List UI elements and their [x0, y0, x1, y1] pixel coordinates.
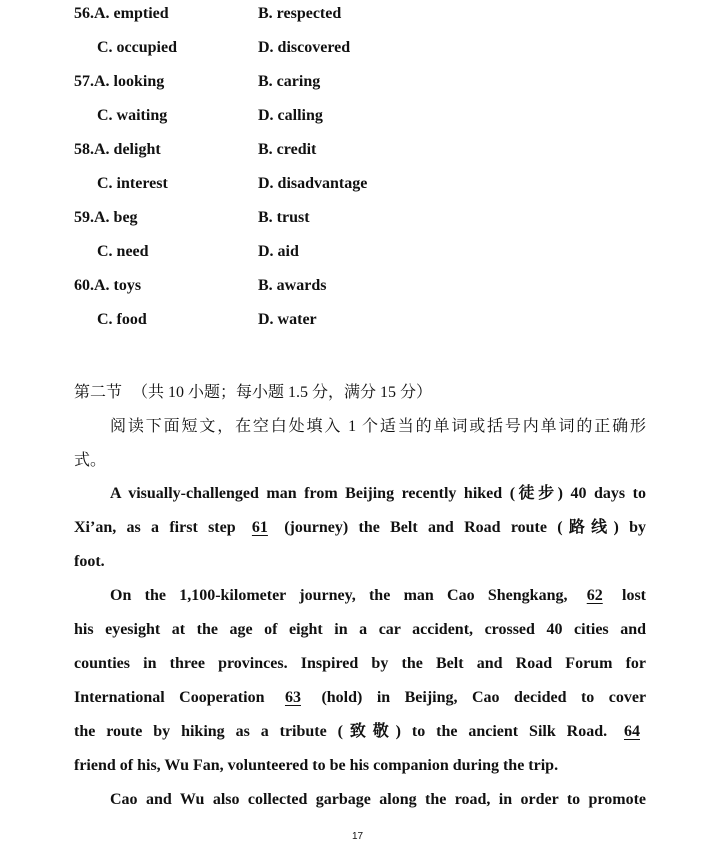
blank-62: 62 [586, 587, 603, 604]
option-57-d: D. calling [258, 107, 323, 124]
option-58-b: B. credit [258, 141, 317, 158]
option-56-a: 56.A. emptied [74, 5, 169, 22]
p1-line-2: Xi’an, as a first step 61 (journey) the Belt and Road route (路线) by [74, 511, 646, 545]
option-57-a: 57.A. looking [74, 73, 165, 90]
option-60-a: 60.A. toys [74, 277, 142, 294]
blank-63: 63 [284, 689, 301, 706]
blank-64: 64 [624, 723, 640, 740]
option-56-c: C. occupied [97, 39, 177, 56]
instruction-line-2: 式。 [74, 452, 107, 469]
page-number: 17 [351, 831, 364, 842]
p2-line-5: the route by hiking as a tribute (致敬) to the ancient Silk Road. 64 [74, 715, 646, 749]
option-59-d: D. aid [258, 243, 299, 260]
option-58-d: D. disadvantage [258, 175, 368, 192]
p1-line-3: foot. [74, 553, 105, 570]
option-57-c: C. waiting [97, 107, 168, 124]
option-60-b: B. awards [258, 277, 327, 294]
option-56-b: B. respected [258, 5, 342, 22]
section-info: （共 10 小题；每小题 1.5 分，满分 15 分） [132, 384, 433, 401]
p2-line-6: friend of his, Wu Fan, volunteered to be his companion during the trip. [74, 757, 559, 774]
option-56-d: D. discovered [258, 39, 351, 56]
section-title: 第二节 [74, 384, 123, 401]
option-60-c: C. food [97, 311, 147, 328]
section-heading [74, 379, 432, 402]
option-59-c: C. need [97, 243, 149, 260]
p2-line-4: International Cooperation 63 (hold) in Beijing, Cao decided to cover [74, 681, 646, 715]
option-58-c: C. interest [97, 175, 168, 192]
option-60-d: D. water [258, 311, 317, 328]
option-58-a: 58.A. delight [74, 141, 161, 158]
option-59-b: B. trust [258, 209, 310, 226]
option-57-b: B. caring [258, 73, 321, 90]
p1-line-1: A visually-challenged man from Beijing recently hiked (徒步) 40 days to [110, 485, 646, 502]
blank-61: 61 [251, 519, 268, 536]
p2-line-3: counties in three provinces. Inspired by the Belt and Road Forum for [74, 655, 646, 672]
p2-line-1: On the 1,100-kilometer journey, the man Cao Shengkang, 62 lost [110, 579, 646, 613]
p2-line-2: his eyesight at the age of eight in a car accident, crossed 40 cities and [74, 621, 646, 638]
p3-line-1: Cao and Wu also collected garbage along the road, in order to promote [110, 791, 646, 808]
instruction-line-1: 阅读下面短文，在空白处填入 1 个适当的单词或括号内单词的正确形 [110, 418, 646, 435]
option-59-a: 59.A. beg [74, 209, 138, 226]
